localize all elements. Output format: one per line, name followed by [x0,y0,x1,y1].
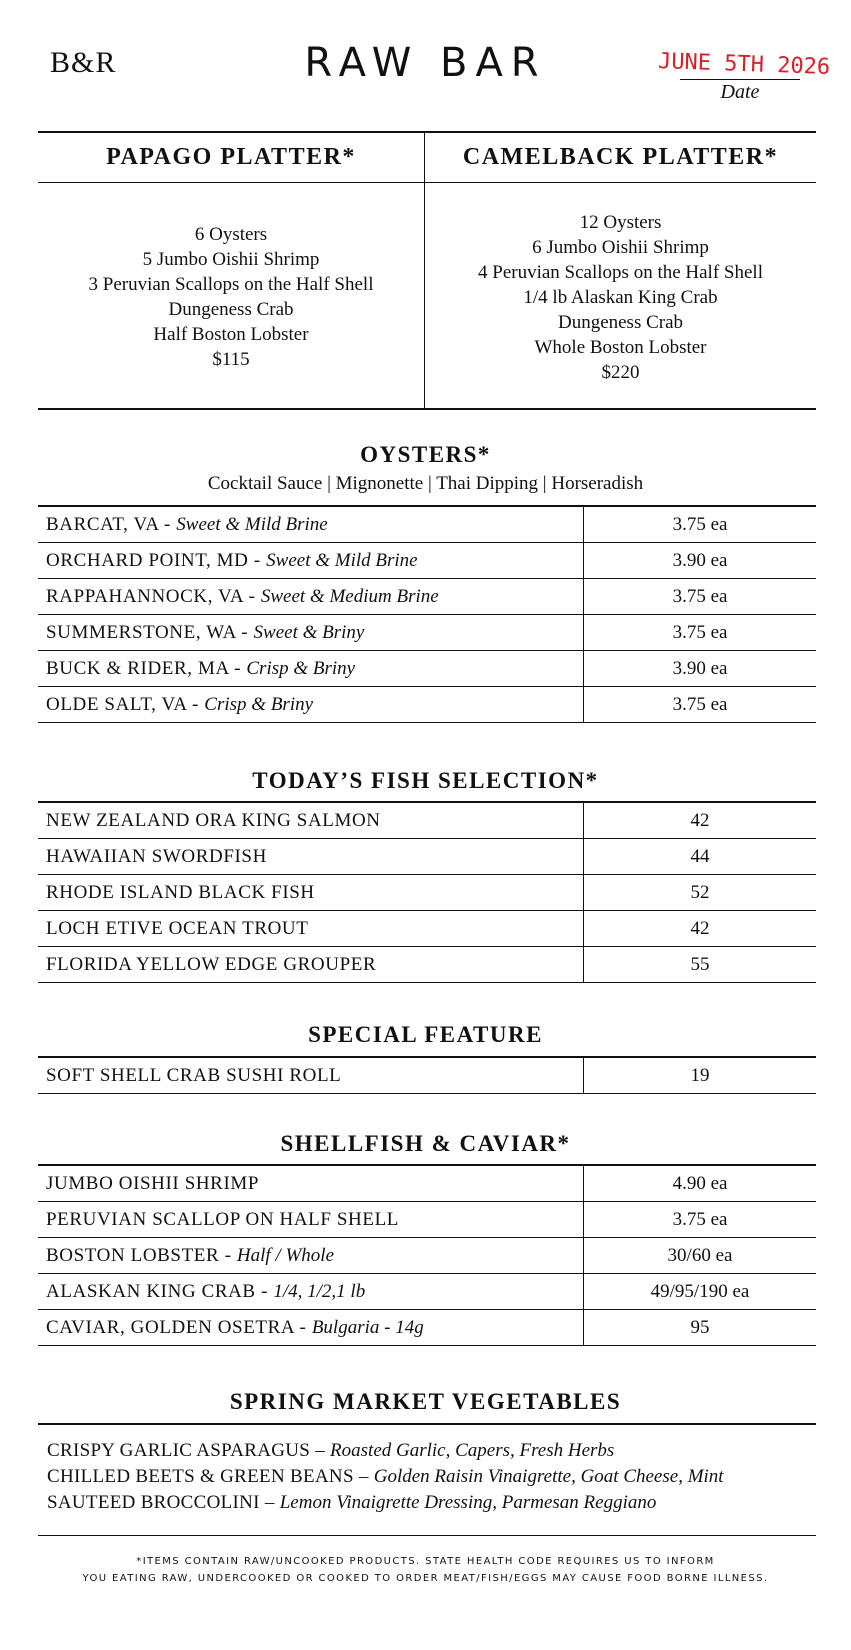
item-price: 3.75 ea [583,687,816,722]
item-name: SUMMERSTONE, WA [46,622,236,643]
table-row [38,947,816,983]
platter-bottom-rule [38,408,816,410]
item-name: CHILLED BEETS & GREEN BEANS [47,1466,354,1487]
date-line [680,79,800,80]
page-title: RAW BAR [304,40,547,86]
item-name: PERUVIAN SCALLOP ON HALF SHELL [46,1209,399,1230]
platter-price: $220 [601,362,640,383]
item-name: LOCH ETIVE OCEAN TROUT [46,918,309,939]
date-label: Date [720,81,760,103]
item-name: JUMBO OISHII SHRIMP [46,1173,260,1194]
vegetables-top-rule [38,1423,816,1425]
item-desc: Crisp & Briny [246,658,356,679]
platter-top-rule [38,131,816,133]
table-row [38,839,816,875]
item-desc: Roasted Garlic, Capers, Fresh Herbs [330,1440,615,1461]
item-name: SAUTEED BROCCOLINI [47,1492,260,1513]
table-row: OLDE SALT, VA - Crisp & Briny 3.75 ea [38,687,816,723]
item-desc: Golden Raisin Vinaigrette, Goat Cheese, Mint [373,1466,724,1487]
item-price: 19 [583,1058,816,1093]
item-desc: Sweet & Mild Brine [266,550,418,571]
logo: B&R [50,46,117,79]
item-price: 44 [583,839,816,874]
platter-header-rule [38,182,816,183]
item-price: 3.75 ea [583,615,816,650]
item-name: RHODE ISLAND BLACK FISH [46,882,315,903]
fish-table [38,801,816,983]
item-price: 4.90 ea [583,1166,816,1201]
platter-title-papago: PAPAGO PLATTER* [106,144,356,170]
item-price: 42 [583,803,816,838]
table-row [38,1202,816,1238]
platter-item: 6 Jumbo Oishii Shrimp [532,237,709,258]
table-row [38,911,816,947]
item-desc: Half / Whole [236,1245,335,1266]
section-title-special: SPECIAL FEATURE [308,1022,543,1047]
item-name: OLDE SALT, VA [46,694,187,715]
item-name: NEW ZEALAND ORA KING SALMON [46,810,381,831]
item-name: RAPPAHANNOCK, VA [46,586,244,607]
table-row: RAPPAHANNOCK, VA - Sweet & Medium Brine 3.75 ea [38,579,816,615]
platter-item: 1/4 lb Alaskan King Crab [523,287,718,308]
platter-item: 6 Oysters [194,224,268,245]
table-row: ORCHARD POINT, MD - Sweet & Mild Brine 3.90 ea [38,543,816,579]
platter-papago-items [38,222,424,372]
item-desc: Bulgaria - 14g [311,1317,424,1338]
table-row: ALASKAN KING CRAB - 1/4, 1/2,1 lb 49/95/190 ea [38,1274,816,1310]
item-name: SOFT SHELL CRAB SUSHI ROLL [46,1065,342,1086]
list-item: CRISPY GARLIC ASPARAGUS – Roasted Garlic, Capers, Fresh Herbs [47,1440,615,1461]
item-name: BUCK & RIDER, MA [46,658,229,679]
table-row: CAVIAR, GOLDEN OSETRA - Bulgaria - 14g 95 [38,1310,816,1346]
vegetables-bottom-rule [38,1535,816,1536]
item-price: 30/60 ea [583,1238,816,1273]
item-desc: Sweet & Medium Brine [260,586,439,607]
item-price: 55 [583,947,816,982]
shellfish-table [38,1164,816,1346]
item-price: 52 [583,875,816,910]
disclaimer-line: *ITEMS CONTAIN RAW/UNCOOKED PRODUCTS. STATE HEALTH CODE REQUIRES US TO INFORM [136,1556,715,1567]
item-name: BOSTON LOBSTER [46,1245,220,1266]
section-title-shellfish: SHELLFISH & CAVIAR* [280,1131,571,1156]
disclaimer-line: YOU EATING RAW, UNDERCOOKED OR COOKED TO ORDER MEAT/FISH/EGGS MAY CAUSE FOOD BORNE ILLNESS. [82,1573,769,1584]
platter-item: 3 Peruvian Scallops on the Half Shell [88,274,374,295]
item-name: CAVIAR, GOLDEN OSETRA [46,1317,295,1338]
handwritten-date: JUNE 5TH 2026 [657,49,831,80]
item-price: 3.90 ea [583,543,816,578]
platter-item: Half Boston Lobster [153,324,309,345]
platter-item: Whole Boston Lobster [534,337,707,358]
list-item: SAUTEED BROCCOLINI – Lemon Vinaigrette Dressing, Parmesan Reggiano [47,1492,657,1513]
table-row [38,1166,816,1202]
item-price: 95 [583,1310,816,1345]
platter-item: Dungeness Crab [168,299,294,320]
platter-item: 12 Oysters [579,212,662,233]
item-desc: 1/4, 1/2,1 lb [273,1281,366,1302]
health-disclaimer [0,1553,851,1587]
table-row: SUMMERSTONE, WA - Sweet & Briny 3.75 ea [38,615,816,651]
item-desc: Sweet & Mild Brine [176,514,328,535]
platter-price: $115 [212,349,250,370]
item-name: BARCAT, VA [46,514,159,535]
platter-camelback-items [425,210,816,385]
oyster-sauces: Cocktail Sauce | Mignonette | Thai Dipping | Horseradish [207,473,644,494]
section-title-vegetables: SPRING MARKET VEGETABLES [229,1389,622,1414]
special-table [38,1056,816,1094]
item-price: 3.90 ea [583,651,816,686]
table-row [38,803,816,839]
section-title-fish: TODAY’S FISH SELECTION* [252,768,599,793]
item-name: CRISPY GARLIC ASPARAGUS [47,1440,311,1461]
item-name: ORCHARD POINT, MD [46,550,249,571]
item-price: 49/95/190 ea [583,1274,816,1309]
item-name: ALASKAN KING CRAB [46,1281,256,1302]
item-price: 3.75 ea [583,507,816,542]
item-price: 42 [583,911,816,946]
section-title-oysters: OYSTERS* [360,442,491,467]
item-price: 3.75 ea [583,1202,816,1237]
oysters-table [38,505,816,723]
item-name: HAWAIIAN SWORDFISH [46,846,267,867]
item-desc: Lemon Vinaigrette Dressing, Parmesan Reggiano [279,1492,657,1513]
item-price: 3.75 ea [583,579,816,614]
platter-item: Dungeness Crab [557,312,684,333]
table-row: BARCAT, VA - Sweet & Mild Brine 3.75 ea [38,507,816,543]
table-row: BUCK & RIDER, MA - Crisp & Briny 3.90 ea [38,651,816,687]
platter-title-camelback: CAMELBACK PLATTER* [462,144,779,170]
table-row: BOSTON LOBSTER - Half / Whole 30/60 ea [38,1238,816,1274]
platter-item: 5 Jumbo Oishii Shrimp [142,249,320,270]
vegetables-list [47,1438,724,1516]
platter-item: 4 Peruvian Scallops on the Half Shell [478,262,763,283]
item-name: FLORIDA YELLOW EDGE GROUPER [46,954,377,975]
list-item: CHILLED BEETS & GREEN BEANS – Golden Raisin Vinaigrette, Goat Cheese, Mint [47,1466,724,1487]
item-desc: Crisp & Briny [204,694,314,715]
item-desc: Sweet & Briny [253,622,365,643]
table-row [38,875,816,911]
table-row [38,1058,816,1094]
